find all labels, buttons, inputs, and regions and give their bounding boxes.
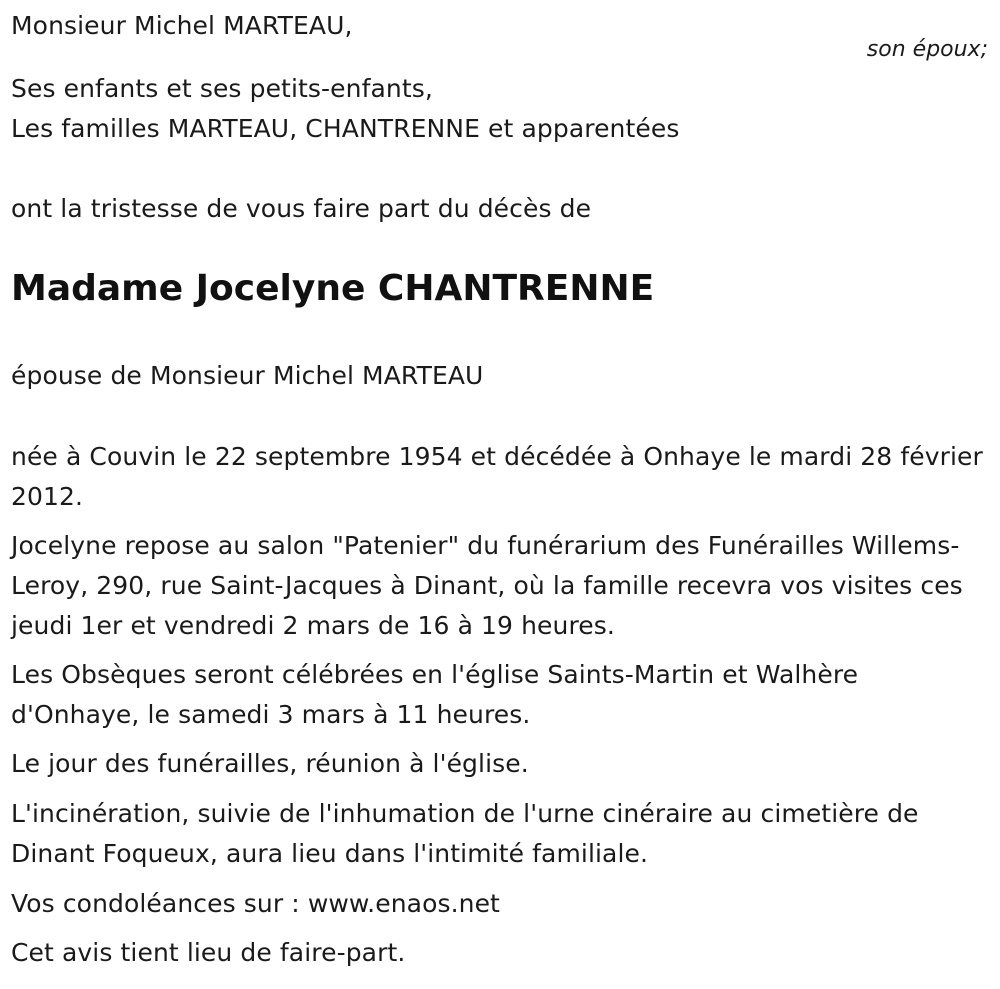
deceased-name: Madame Jocelyne CHANTRENNE: [11, 268, 655, 309]
condolences-line: Vos condoléances sur : www.enaos.net: [11, 889, 500, 918]
spouse-name: Monsieur Michel MARTEAU,: [11, 11, 353, 40]
children-line: Ses enfants et ses petits-enfants,: [11, 74, 433, 103]
funeral-paragraph: Les Obsèques seront célébrées en l'église Saints-Martin et Walhère d'Onhaye, le samedi 3 mars à 11 heures.: [11, 660, 859, 729]
birth-death-paragraph: née à Couvin le 22 septembre 1954 et décédée à Onhaye le mardi 28 février 2012.: [11, 442, 983, 511]
families-line: Les familles MARTEAU, CHANTRENNE et apparentées: [11, 114, 680, 143]
spouse-role: son époux;: [866, 37, 988, 62]
visitation-paragraph: Jocelyne repose au salon "Patenier" du funérarium des Funérailles Willems-Leroy, 290, rue Saint-Jacques à Dinant, où la famille recevra vos visites ces jeudi 1er et vendredi 2 mars de 16 à 19 heures.: [11, 531, 963, 640]
announcement-line: ont la tristesse de vous faire part du décès de: [11, 194, 592, 223]
relation-line: épouse de Monsieur Michel MARTEAU: [11, 361, 484, 390]
closing-line: Cet avis tient lieu de faire-part.: [11, 938, 406, 967]
cremation-paragraph: L'incinération, suivie de l'inhumation de l'urne cinéraire au cimetière de Dinant Foqueux, aura lieu dans l'intimité familiale.: [11, 799, 919, 868]
meeting-line: Le jour des funérailles, réunion à l'église.: [11, 749, 529, 778]
